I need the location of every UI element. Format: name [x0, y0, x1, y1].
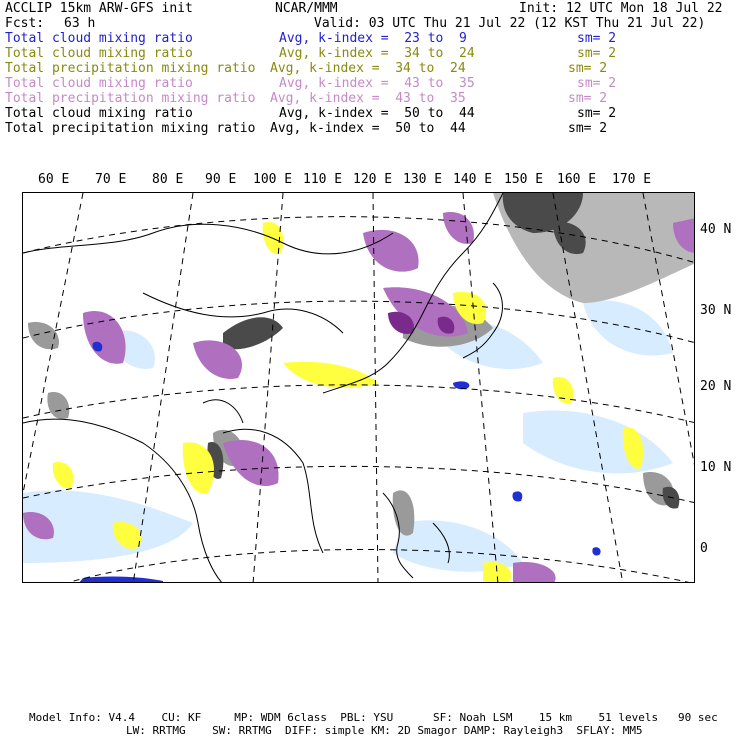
map-panel: [22, 192, 695, 583]
legend-name-5: Total cloud mixing ratio: [5, 106, 193, 121]
lon-label-70e: 70 E: [95, 172, 127, 187]
lon-label-90e: 90 E: [205, 172, 237, 187]
legend-name-2: Total precipitation mixing ratio: [5, 61, 256, 76]
legend-sm-5: sm= 2: [577, 106, 617, 121]
legend-name-1: Total cloud mixing ratio: [5, 46, 193, 61]
legend-name-6: Total precipitation mixing ratio: [5, 121, 256, 136]
valid-time: Valid: 03 UTC Thu 21 Jul 22 (12 KST Thu 21 Jul 22): [314, 16, 706, 31]
legend-sm-0: sm= 2: [577, 31, 617, 46]
map-canvas: [23, 193, 695, 583]
lon-label-80e: 80 E: [152, 172, 184, 187]
legend-name-3: Total cloud mixing ratio: [5, 76, 193, 91]
legend-range-1: Avg, k-index = 34 to 24: [279, 46, 475, 61]
legend-range-4: Avg, k-index = 43 to 35: [270, 91, 466, 106]
lon-label-60e: 60 E: [38, 172, 70, 187]
legend-range-0: Avg, k-index = 23 to 9: [279, 31, 467, 46]
model-title: ACCLIP 15km ARW-GFS init: [5, 1, 193, 16]
legend-sm-6: sm= 2: [568, 121, 608, 136]
lat-label-30n: 30 N: [700, 303, 732, 318]
lon-label-120e: 120 E: [353, 172, 393, 187]
lat-label-0: 0: [700, 541, 708, 556]
lon-label-100e: 100 E: [253, 172, 293, 187]
lat-label-40n: 40 N: [700, 222, 732, 237]
lon-label-140e: 140 E: [453, 172, 493, 187]
model-info-line: Model Info: V4.4 CU: KF MP: WDM 6class PBL: YSU SF: Noah LSM 15 km 51 levels 90 sec: [29, 711, 718, 724]
init-time: Init: 12 UTC Mon 18 Jul 22: [519, 1, 723, 16]
lat-label-20n: 20 N: [700, 379, 732, 394]
legend-range-3: Avg, k-index = 43 to 35: [279, 76, 475, 91]
lon-label-110e: 110 E: [303, 172, 343, 187]
legend-range-5: Avg, k-index = 50 to 44: [279, 106, 475, 121]
legend-name-0: Total cloud mixing ratio: [5, 31, 193, 46]
lon-label-170e: 170 E: [612, 172, 652, 187]
legend-sm-2: sm= 2: [568, 61, 608, 76]
forecast-hours: 63 h: [64, 16, 96, 31]
legend-name-4: Total precipitation mixing ratio: [5, 91, 256, 106]
lon-label-150e: 150 E: [504, 172, 544, 187]
lon-label-160e: 160 E: [557, 172, 597, 187]
forecast-label: Fcst:: [5, 16, 45, 31]
legend-sm-1: sm= 2: [577, 46, 617, 61]
physics-info-line: LW: RRTMG SW: RRTMG DIFF: simple KM: 2D Smagor DAMP: Rayleigh3 SFLAY: MM5: [126, 724, 643, 737]
legend-range-6: Avg, k-index = 50 to 44: [270, 121, 466, 136]
legend-sm-3: sm= 2: [577, 76, 617, 91]
lat-label-10n: 10 N: [700, 460, 732, 475]
legend-sm-4: sm= 2: [568, 91, 608, 106]
legend-range-2: Avg, k-index = 34 to 24: [270, 61, 466, 76]
institution-label: NCAR/MMM: [275, 1, 338, 16]
lon-label-130e: 130 E: [403, 172, 443, 187]
